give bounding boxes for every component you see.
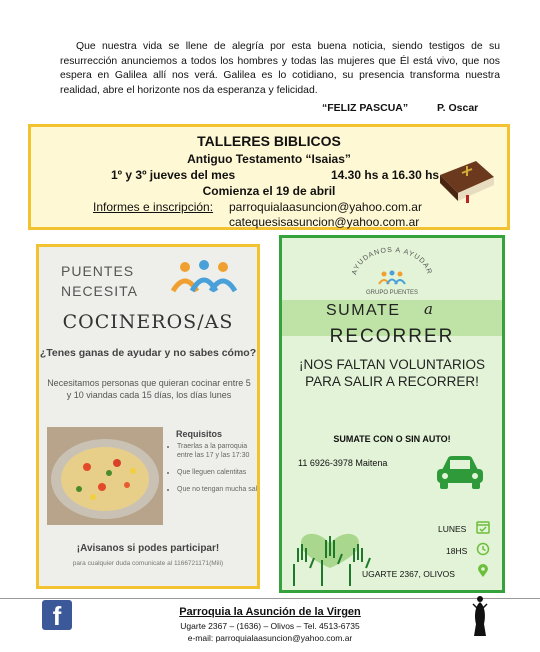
requirements-list (167, 442, 260, 502)
call-to-action: ¡Avisanos si podes participar! (76, 543, 220, 554)
clock-icon (476, 542, 490, 556)
ayudanos-logo-icon (342, 244, 442, 298)
cocineros-title: COCINEROS/AS (62, 311, 234, 333)
talleres-subtitle: Antiguo Testamento “Isaias” (187, 152, 351, 166)
talleres-box (28, 124, 510, 230)
parish-name: Parroquia la Asunción de la Virgen (179, 606, 361, 618)
talleres-time: 14.30 hs a 16.30 hs (331, 168, 440, 182)
requirements-title: Requisitos (176, 429, 223, 439)
logo-arc-text: AYUDANOS A AYUDAR (351, 246, 433, 276)
question-text: ¿Tenes ganas de ayudar y no sabes cómo? (39, 347, 257, 359)
signature: P. Oscar (437, 102, 479, 114)
food-photo (47, 427, 163, 525)
con-auto-text: SUMATE CON O SIN AUTO! (333, 434, 451, 444)
talleres-schedule: 1º y 3º jueves del mes (111, 168, 236, 182)
email-parroquia[interactable]: parroquialaasuncion@yahoo.com.ar (229, 200, 422, 214)
hour-text: 18HS (446, 546, 468, 556)
recorrer-title: RECORRER (329, 326, 455, 347)
intro-text (60, 40, 500, 98)
sumate-flyer (279, 235, 505, 593)
puentes-line1: PUENTES (61, 263, 135, 279)
sumate-a: a (424, 300, 433, 318)
puentes-header (61, 261, 138, 301)
location-pin-icon (476, 564, 490, 578)
talleres-title: TALLERES BIBLICOS (197, 133, 341, 149)
requirement-item: • Que lleguen calentitas (177, 468, 260, 477)
contact-note: para cualquier duda comunicate al 1166721171(Mili) (72, 560, 224, 567)
day-text: LUNES (438, 524, 467, 534)
intro-paragraph: Que nuestra vida se llene de alegría por esta buena noticia, siendo testigos de su resurrección anunciemos a todos los hombres y todas las mujeres que Él está vivo, que nos espera en Galilea allí nos verá. Galilea es lo cotidiano, su presencia transforma nuestra realidad, abre el horizonte nos da esperanza y felicidad. (60, 41, 500, 96)
requirement-item: • Traerlas a la parroquia entre las 17 y las 17:30 (177, 442, 260, 460)
volunteers-headline: ¡NOS FALTAN VOLUNTARIOS PARA SALIR A RECORRER! (298, 357, 486, 389)
people-logo-icon (169, 257, 239, 297)
talleres-start: Comienza el 19 de abril (202, 184, 336, 198)
greeting: “FELIZ PASCUA” (322, 102, 409, 114)
phone-contact: 11 6926-3978 Maitena (298, 458, 388, 468)
requirement-item: • Que no tengan mucha sal (177, 485, 260, 494)
puentes-line2: NECESITA (61, 283, 138, 299)
address-text: UGARTE 2367, OLIVOS (362, 569, 455, 579)
need-text: Necesitamos personas que quieran cocinar entre 5 y 10 viandas cada 15 días, los días lunes (47, 378, 251, 400)
puentes-flyer (36, 244, 260, 589)
info-label: Informes e inscripción: (93, 200, 214, 214)
parish-email[interactable]: e-mail: parroquialaasuncion@yahoo.com.ar (187, 633, 353, 643)
email-catequesis[interactable]: catequesisasuncion@yahoo.com.ar (229, 215, 420, 229)
logo-group-text: GRUPO PUENTES (365, 290, 419, 296)
bible-icon (436, 155, 496, 205)
calendar-icon (476, 520, 490, 534)
facebook-icon[interactable]: f (42, 600, 72, 630)
car-icon (434, 452, 486, 492)
hands-heart-icon (288, 514, 372, 588)
sumate-title: SUMATE (326, 302, 401, 319)
virgin-silhouette-icon (470, 594, 490, 638)
parish-address: Ugarte 2367 – (1636) – Olivos – Tel. 4513-6735 (180, 621, 360, 631)
footer-divider (0, 598, 540, 599)
